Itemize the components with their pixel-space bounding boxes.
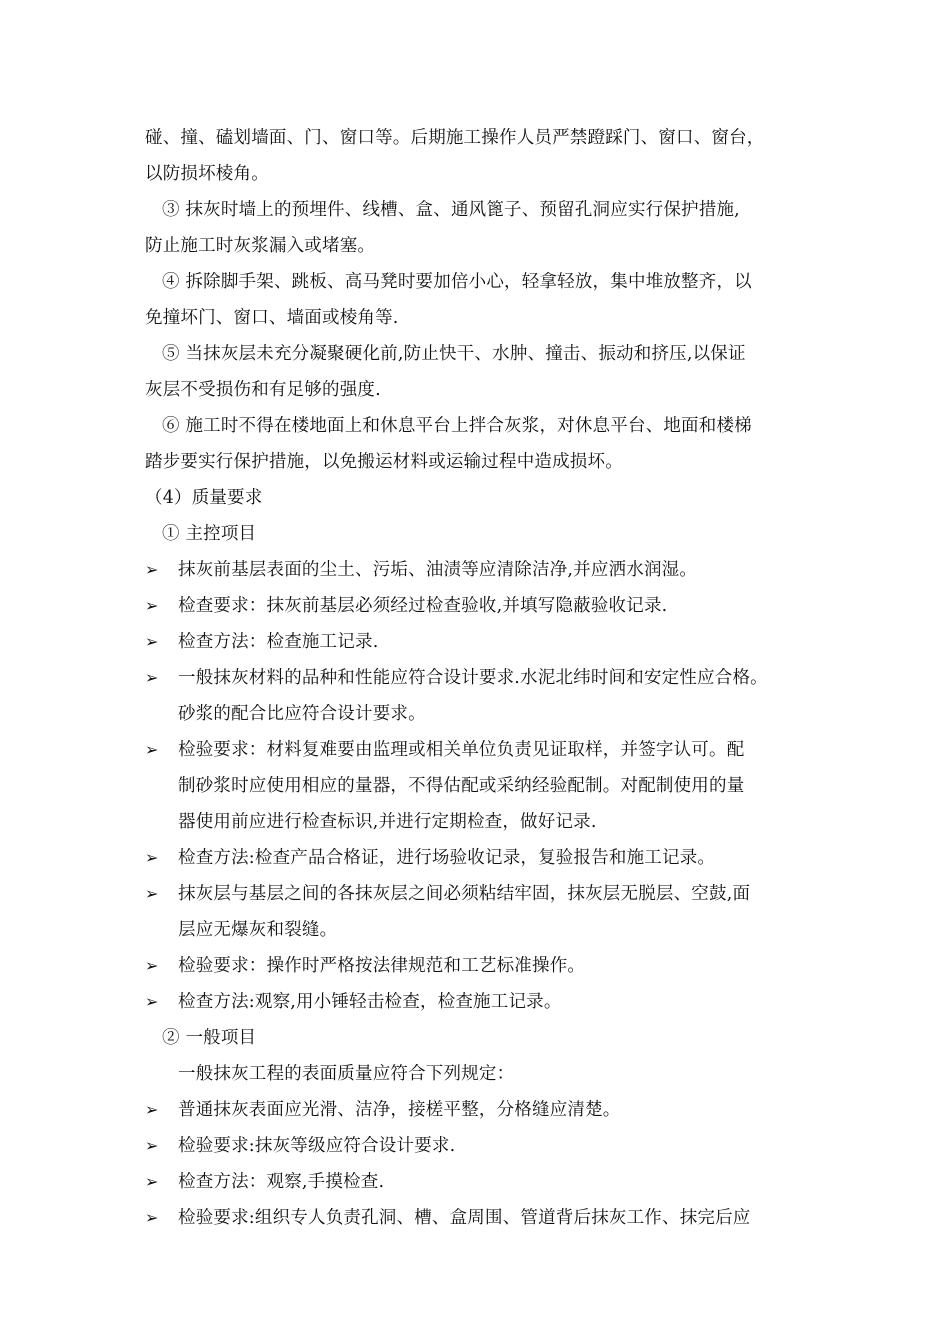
bullet-item-text: 检验要求:抹灰等级应符合设计要求. <box>178 1136 456 1156</box>
paragraph-line: ① 主控项目 <box>162 524 257 544</box>
bullet-item-text: 一般抹灰材料的品种和性能应符合设计要求.水泥北纬时间和安定性应合格。 <box>178 668 768 688</box>
paragraph-line: 一般抹灰工程的表面质量应符合下列规定： <box>178 1064 515 1084</box>
bullet-arrow-icon: ➢ <box>145 1136 159 1155</box>
paragraph-line: （4）质量要求 <box>145 488 263 508</box>
bullet-item-text: 检查要求：抹灰前基层必须经过检查验收,并填写隐蔽验收记录. <box>178 596 668 616</box>
bullet-arrow-icon: ➢ <box>145 560 159 579</box>
bullet-item-text: 抹灰前基层表面的尘土、污垢、油渍等应清除洁净,并应洒水润湿。 <box>178 560 698 580</box>
paragraph-line: 器使用前应进行检查标识,并进行定期检查，做好记录. <box>178 812 597 832</box>
bullet-item-text: 普通抹灰表面应光滑、洁净，接槎平整，分格缝应清楚。 <box>178 1100 621 1120</box>
paragraph-line: 制砂浆时应使用相应的量器，不得估配或采纳经验配制。对配制使用的量 <box>178 776 745 796</box>
bullet-arrow-icon: ➢ <box>145 1208 159 1227</box>
bullet-item-text: 检验要求:组织专人负责孔洞、槽、盒周围、管道背后抹灰工作、抹完后应 <box>178 1208 751 1228</box>
bullet-item-text: 检查方法：检查施工记录. <box>178 632 379 652</box>
bullet-item-text: 检查方法：观察,手摸检查. <box>178 1172 385 1192</box>
bullet-arrow-icon: ➢ <box>145 884 159 903</box>
bullet-arrow-icon: ➢ <box>145 992 159 1011</box>
paragraph-line: 砂浆的配合比应符合设计要求。 <box>178 704 426 724</box>
bullet-arrow-icon: ➢ <box>145 1100 159 1119</box>
paragraph-line: 层应无爆灰和裂缝。 <box>178 920 338 940</box>
bullet-item-text: 检查方法:观察,用小锤轻击检查，检查施工记录。 <box>178 992 562 1012</box>
paragraph-line: 以防损坏棱角。 <box>145 164 269 184</box>
paragraph-line: ⑤ 当抹灰层未充分凝聚硬化前,防止快干、水肿、撞击、振动和挤压,以保证 <box>162 344 746 364</box>
bullet-arrow-icon: ➢ <box>145 848 159 867</box>
bullet-arrow-icon: ➢ <box>145 596 159 615</box>
paragraph-line: 碰、撞、磕划墙面、门、窗口等。后期施工操作人员严禁蹬踩门、窗口、窗台， <box>145 128 765 148</box>
paragraph-line: 防止施工时灰浆漏入或堵塞。 <box>145 236 376 256</box>
bullet-arrow-icon: ➢ <box>145 1172 159 1191</box>
bullet-item-text: 检验要求：材料复难要由监理或相关单位负责见证取样，并签字认可。配 <box>178 740 745 760</box>
bullet-item-text: 检验要求：操作时严格按法律规范和工艺标准操作。 <box>178 956 586 976</box>
paragraph-line: ⑥ 施工时不得在楼地面上和休息平台上拌合灰浆，对休息平台、地面和楼梯 <box>162 416 752 436</box>
bullet-item-text: 抹灰层与基层之间的各抹灰层之间必须粘结牢固，抹灰层无脱层、空鼓,面 <box>178 884 751 904</box>
bullet-arrow-icon: ➢ <box>145 956 159 975</box>
paragraph-line: ③ 抹灰时墙上的预埋件、线槽、盒、通风篦子、预留孔洞应实行保护措施, <box>162 200 740 220</box>
paragraph-line: ④ 拆除脚手架、跳板、高马凳时要加倍小心，轻拿轻放，集中堆放整齐，以 <box>162 272 752 292</box>
bullet-item-text: 检查方法:检查产品合格证，进行场验收记录，复验报告和施工记录。 <box>178 848 716 868</box>
paragraph-line: 灰层不受损伤和有足够的强度. <box>145 380 381 400</box>
bullet-arrow-icon: ➢ <box>145 668 159 687</box>
paragraph-line: ② 一般项目 <box>162 1028 257 1048</box>
paragraph-line: 免撞坏门、窗口、墙面或棱角等. <box>145 308 399 328</box>
bullet-arrow-icon: ➢ <box>145 740 159 759</box>
paragraph-line: 踏步要实行保护措施，以免搬运材料或运输过程中造成损坏。 <box>145 452 623 472</box>
bullet-arrow-icon: ➢ <box>145 632 159 651</box>
